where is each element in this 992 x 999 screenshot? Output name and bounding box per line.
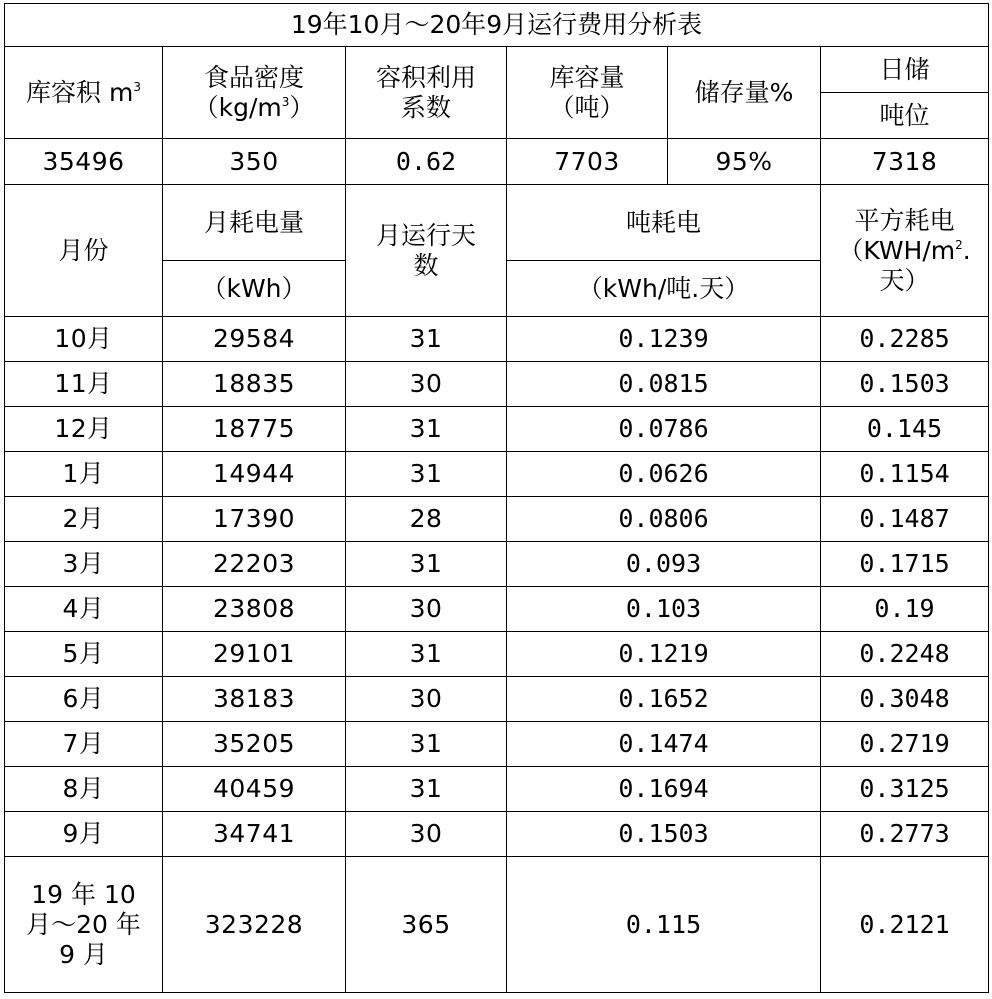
value-daily: 7318 (821, 139, 989, 185)
cell-days: 31 (346, 767, 507, 812)
header-days (346, 185, 507, 317)
cell-per-m2: 0.19 (821, 587, 989, 632)
cell-month: 10月 (5, 317, 163, 362)
value-capacity: 7703 (507, 139, 668, 185)
cell-days: 30 (346, 677, 507, 722)
header-per-ton-line2: （kWh/吨.天） (507, 261, 821, 317)
cell-energy: 18775 (163, 407, 346, 452)
cell-per-ton: 0.1503 (507, 812, 821, 857)
header-util-line2: 系数 (400, 92, 451, 122)
monthly-rows (5, 317, 989, 857)
cell-per-m2: 0.3048 (821, 677, 989, 722)
cell-per-ton: 0.0626 (507, 452, 821, 497)
value-storage-pct: 95% (668, 139, 821, 185)
total-label-line1: 19 年 10 (31, 879, 136, 909)
header-daily-line2: 吨位 (821, 93, 989, 139)
cell-per-ton: 0.093 (507, 542, 821, 587)
header-volume-label: 库容积 m (26, 77, 134, 107)
cell-days: 30 (346, 812, 507, 857)
cell-month: 1月 (5, 452, 163, 497)
cell-days: 31 (346, 722, 507, 767)
header-month: 月份 (5, 185, 163, 317)
header-capacity-line2: （吨） (549, 92, 625, 122)
cell-per-ton: 0.1219 (507, 632, 821, 677)
cell-per-m2: 0.2719 (821, 722, 989, 767)
header-density-line1: 食品密度 (203, 62, 304, 92)
value-volume: 35496 (5, 139, 163, 185)
header-per-m2-line3: 天） (879, 265, 930, 295)
cell-energy: 34741 (163, 812, 346, 857)
table-row (5, 722, 989, 767)
cell-days: 31 (346, 632, 507, 677)
header-per-m2-line2: （$KWH/m^2$. (838, 235, 971, 265)
table-row (5, 362, 989, 407)
header-volume-sup: 3 (133, 79, 141, 94)
cell-month: 7月 (5, 722, 163, 767)
value-density: 350 (163, 139, 346, 185)
header-utilization (346, 47, 507, 139)
cost-analysis-table (4, 3, 989, 993)
cell-per-ton: 0.0806 (507, 497, 821, 542)
header-per-ton-line1: 吨耗电 (507, 185, 821, 261)
table-row (5, 542, 989, 587)
cell-energy: 29101 (163, 632, 346, 677)
total-label-line2: 月～20 年 (26, 909, 141, 939)
cell-per-ton: 0.103 (507, 587, 821, 632)
table-row (5, 767, 989, 812)
cell-per-ton: 0.0786 (507, 407, 821, 452)
cell-days: 30 (346, 362, 507, 407)
cell-per-ton: 0.1239 (507, 317, 821, 362)
header-util-line1: 容积利用 (375, 62, 476, 92)
total-label-line3: 9 月 (59, 939, 108, 969)
header-capacity-line1: 库容量 (549, 62, 625, 92)
cell-days: 30 (346, 587, 507, 632)
header-days-line1: 月运行天 (375, 220, 476, 250)
total-per-m2: 0.2121 (821, 857, 989, 993)
cell-energy: 22203 (163, 542, 346, 587)
cell-month: 8月 (5, 767, 163, 812)
cell-days: 31 (346, 452, 507, 497)
total-per-ton: 0.115 (507, 857, 821, 993)
cell-month: 4月 (5, 587, 163, 632)
cell-days: 28 (346, 497, 507, 542)
cell-days: 31 (346, 542, 507, 587)
cell-energy: 40459 (163, 767, 346, 812)
cell-per-m2: 0.1154 (821, 452, 989, 497)
table-row (5, 407, 989, 452)
cell-month: 11月 (5, 362, 163, 407)
cell-per-m2: 0.3125 (821, 767, 989, 812)
cell-month: 9月 (5, 812, 163, 857)
total-energy: 323228 (163, 857, 346, 993)
cell-month: 3月 (5, 542, 163, 587)
cell-per-m2: 0.1487 (821, 497, 989, 542)
table-row (5, 632, 989, 677)
cell-energy: 23808 (163, 587, 346, 632)
header-density-line2: $(kg/m^3)$ (193, 92, 315, 122)
cell-energy: 17390 (163, 497, 346, 542)
cell-energy: 29584 (163, 317, 346, 362)
cell-per-m2: 0.1715 (821, 542, 989, 587)
header-energy-line2: （kWh） (163, 261, 346, 317)
table-row (5, 812, 989, 857)
header-capacity (507, 47, 668, 139)
table-title: 19年10月～20年9月运行费用分析表 (5, 4, 989, 47)
cell-month: 2月 (5, 497, 163, 542)
header-density (163, 47, 346, 139)
total-label (5, 857, 163, 993)
total-days: 365 (346, 857, 507, 993)
table-row (5, 677, 989, 722)
table-row (5, 587, 989, 632)
cell-per-ton: 0.1694 (507, 767, 821, 812)
header-per-m2 (821, 185, 989, 317)
header-energy-line1: 月耗电量 (163, 185, 346, 261)
value-util: 0.62 (346, 139, 507, 185)
header-per-m2-line1: 平方耗电 (854, 205, 955, 235)
cell-energy: 38183 (163, 677, 346, 722)
cell-per-m2: 0.145 (821, 407, 989, 452)
cell-per-ton: 0.0815 (507, 362, 821, 407)
cell-days: 31 (346, 317, 507, 362)
table-row (5, 317, 989, 362)
cell-per-m2: 0.1503 (821, 362, 989, 407)
cell-energy: 35205 (163, 722, 346, 767)
cell-per-ton: 0.1474 (507, 722, 821, 767)
cell-per-m2: 0.2248 (821, 632, 989, 677)
cell-month: 12月 (5, 407, 163, 452)
header-storage-pct: 储存量% (668, 47, 821, 139)
header-daily-line1: 日储 (821, 47, 989, 93)
cell-month: 6月 (5, 677, 163, 722)
cell-month: 5月 (5, 632, 163, 677)
cell-days: 31 (346, 407, 507, 452)
header-days-line2: 数 (413, 250, 439, 280)
cell-energy: 18835 (163, 362, 346, 407)
cell-energy: 14944 (163, 452, 346, 497)
table-row (5, 452, 989, 497)
cell-per-m2: 0.2773 (821, 812, 989, 857)
table-row (5, 497, 989, 542)
header-volume (5, 47, 163, 139)
cell-per-ton: 0.1652 (507, 677, 821, 722)
cell-per-m2: 0.2285 (821, 317, 989, 362)
